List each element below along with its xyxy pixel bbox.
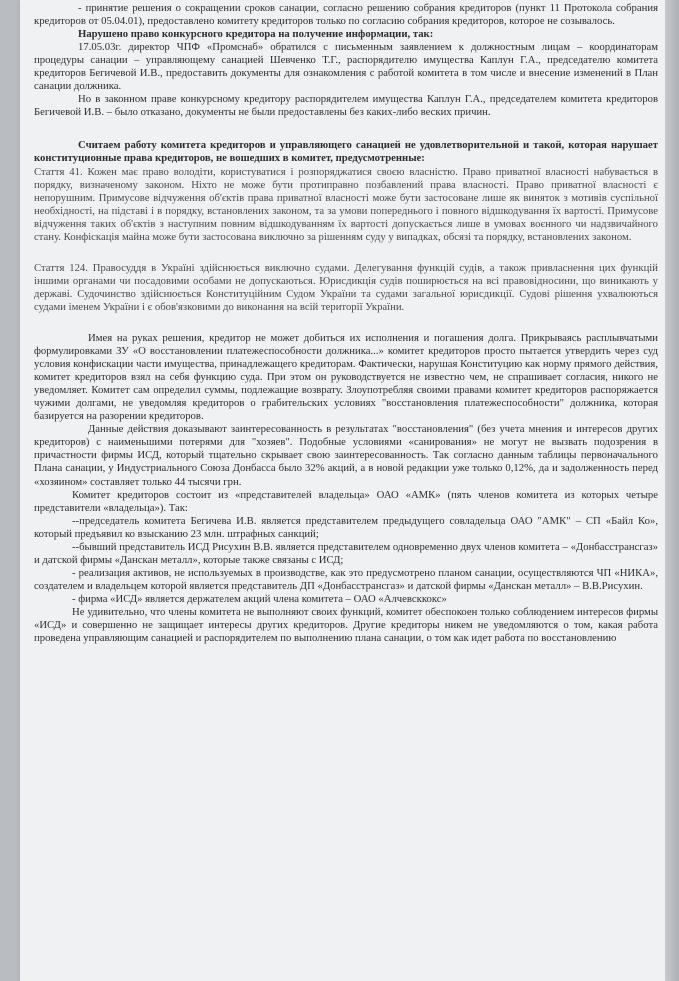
list-item-risukhin: --бывший представитель ИСД Рисухин В.В. является представителем одновременно двух членов комитета – «Донбасстрансгаз» и датской фирмы «Данскан металл», которые также связаны с ИСД; bbox=[34, 540, 658, 566]
paragraph-article-124: Стаття 124. Правосуддя в Україні здійснюється виключно судами. Делегування функцій судів, а також привласнення цих функцій іншими органами чи посадовими особами не допускаються. Юрисдикція судів поширюється на всі правовідносини, що виникають у державі. Судочинство здійснюється Конституційним Судом України та судами загальної юрисдикції. Судові рішення ухвалюються судами іменем України і є обов'язковими до виконання на всій території України. bbox=[34, 261, 658, 313]
document-body bbox=[34, 2, 658, 645]
paragraph-committee-members: Комитет кредиторов состоит из «представителей владельца» ОАО «АМК» (пять членов комитета из которых четыре представители «владельца»). Так: bbox=[34, 488, 658, 514]
list-item-nika: - реализация активов, не используемых в производстве, как это предусмотрено планом санации, осуществляются ЧП «НИКА», создателем и владельцем которой является представитель ДП «Донбасстрансгаз» и датской фирмы «Данскан металл» – В.В.Рисухин. bbox=[34, 566, 658, 592]
paragraph-sanation-term: - принятие решения о сокращении сроков санации, согласно решению собрания кредиторов (пункт 11 Протокола собрания кредиторов от 05.04.01), предоставлено комитету кредиторов только по согласию собрания кредиторов, которое не созывалось. bbox=[34, 2, 658, 28]
heading-conclusion: Считаем работу комитета кредиторов и управляющего санацией не удовлетворительной и такой, которая нарушает конституционные права кредиторов, не вошедших в комитет, предусмотренные: bbox=[34, 139, 658, 165]
background-edge bbox=[665, 0, 679, 981]
heading-information-right: Нарушено право конкурсного кредитора на получение информации, так: bbox=[78, 28, 434, 41]
paragraph-request-letter: 17.05.03г. директор ЧПФ «Промснаб» обратился с письменным заявлением к должностным лицам – координаторам процедуры санации – управляющему санацией Шевченко Т.Г., распорядителю имущества Каплун Г.А., председателю комитета кредиторов Бегичевой И.В., предоставить документы для ознакомления с работой комитета в том числе и внесение изменений в План санации должника. bbox=[34, 41, 658, 93]
paragraph-interest: Данные действия доказывают заинтересованность в результатах "восстановления" (без учета мнения и интересов других кредиторов) с наименьшими потерями для "хозяев". Подобные условиями «санирования» не могут не вызвать подозрения в причастности фирмы ИСД, который тщательно скрывает свою заинтересованность. Так согласно данным таблицы первоначального Плана санации, у Индустриального Союза Донбасса было 32% акций, а в новой редакции уже только 0,12%, да и задолженность перед «хозяином» составляет только 44 тысячи грн. bbox=[34, 423, 658, 488]
list-item-begicheva: --председатель комитета Бегичева И.В. является представителем предыдущего совладельца ОАО "АМК" – СП «Байл Ко», который предъявил ко взысканию 23 млн. штрафных санкций; bbox=[34, 514, 658, 540]
paragraph-refusal: Но в законном праве конкурсному кредитору распорядителем имущества Каплун Г.А., председателем комитета кредиторов Бегичевой И.В. – было отказано, документы не были предоставлены без каких-либо веских причин. bbox=[34, 93, 658, 119]
list-item-isd: - фирма «ИСД» является держателем акций члена комитета – ОАО «Алчевсккокс» bbox=[72, 592, 447, 605]
paragraph-final: Не удивительно, что члены комитета не выполняют своих функций, комитет обеспокоен только соблюдением интересов фирмы «ИСД» и совершенно не защищает интересы других кредиторов. Другие кредиторы никем не уведомляются о том, какая работа проведена управляющим санацией и распорядителем по выполнению плана санации, о том как идет работа по восстановлению bbox=[34, 605, 658, 645]
document-page bbox=[20, 0, 665, 981]
paragraph-article-41: Стаття 41. Кожен має право володіти, користуватися і розпоряджатися своєю власністю. Право приватної власності набувається в порядку, визначеному законом. Ніхто не може бути протиправно позбавлений права власності. Право приватної власності є непорушним. Примусове відчуження об'єктів права приватної власності може бути застосоване лише як виняток з мотивів суспільної необхідності, на підставі і в порядку, встановлених законом, та за умови попереднього і повного відшкодування їх вартості. Примусове відчуження таких об'єктів з наступним повним відшкодуванням їх вартості допускається лише в умовах воєнного чи надзвичайного стану. Конфіскація майна може бути застосована виключно за рішенням суду у випадках, обсязі та порядку, встановлених законом. bbox=[34, 165, 658, 243]
paragraph-confiscation: Имея на руках решения, кредитор не может добиться их исполнения и погашения долга. Прикрываясь расплывчатыми формулировками ЗУ «О восстановлении платежеспособности должника...» комитет кредиторов просто пытается утвердить через суд условия конфискации части имущества, принадлежащего кредиторам. Фактически, нарушая Конституцию как норму прямого действия, комитет кредиторов взял на себя функцию суда. При этом он руководствуется не известно чем, не спрашивает согласия, никого не уведомляет. Комитет сам определил суммы, подлежащие возврату. Злоупотребляя своими правами комитет кредиторов распоряжается чужими долгами, не уведомляя кредиторов о грабительских условиях "восстановления платежеспособности" должника, которая базируется на разорении кредиторов. bbox=[34, 331, 658, 423]
